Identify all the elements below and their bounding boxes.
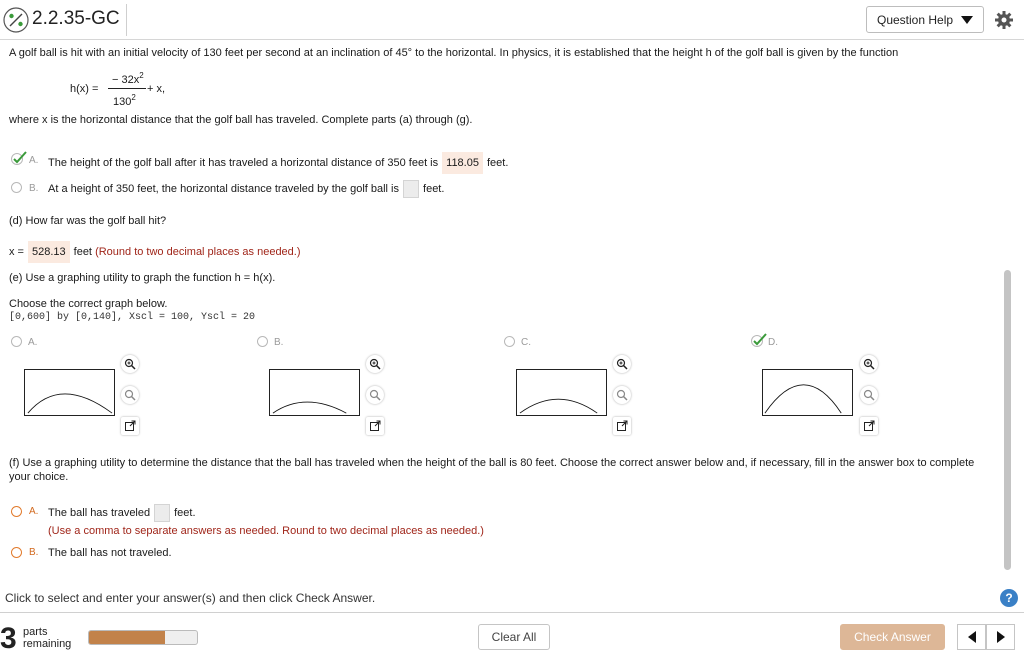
graph-a-letter: A. — [28, 337, 38, 348]
part-b-text: At a height of 350 feet, the horizontal distance traveled by the golf ball is — [48, 183, 400, 195]
fraction-bar — [108, 88, 146, 89]
graph-a — [24, 369, 115, 416]
part-f-option-a-text: The ball has traveled — [48, 507, 151, 519]
clear-all-button[interactable]: Clear All — [478, 624, 550, 650]
graph-a-radio[interactable] — [11, 336, 22, 347]
numerator-exponent: 2 — [139, 71, 144, 80]
graph-c — [516, 369, 607, 416]
part-f-question: (f) Use a graphing utility to determine the distance that the ball has traveled when the height of the ball is 80 feet. Choose the correct answer below and, if necessary, fill in the answer box to complete your choice. — [9, 457, 975, 483]
question-help-button[interactable] — [866, 6, 984, 33]
part-a-unit: feet. — [486, 157, 509, 169]
option-letter-b: B. — [29, 183, 39, 194]
zoom-in-icon[interactable] — [613, 355, 631, 373]
part-d-note: (Round to two decimal places as needed.) — [95, 246, 301, 258]
zoom-in-icon[interactable] — [860, 355, 878, 373]
popout-icon[interactable] — [366, 417, 384, 435]
graph-b-letter: B. — [274, 337, 284, 348]
graph-c-letter: C. — [521, 337, 531, 348]
chevron-left-icon — [968, 631, 976, 643]
formula-lhs: h(x) = — [70, 83, 99, 95]
zoom-out-icon[interactable] — [366, 386, 384, 404]
chevron-down-icon — [961, 16, 973, 24]
part-d-lhs: x = — [9, 246, 24, 258]
option-letter-a: A. — [29, 155, 39, 166]
progress-fill — [89, 631, 165, 644]
part-a-row — [48, 152, 508, 174]
percent-x-icon — [3, 7, 29, 33]
checkmark-icon — [11, 151, 27, 165]
graph-b-radio[interactable] — [257, 336, 268, 347]
chevron-right-icon — [997, 631, 1005, 643]
denominator-text: 130 — [113, 96, 132, 108]
prev-button[interactable] — [957, 624, 986, 650]
part-d-row — [9, 241, 301, 263]
part-a-text: The height of the golf ball after it has traveled a horizontal distance of 350 feet is — [48, 157, 439, 169]
header — [0, 0, 1024, 40]
part-d-unit: feet — [73, 246, 92, 258]
part-f-option-a-row — [48, 504, 196, 522]
remaining-label: remaining — [23, 638, 72, 650]
denominator-exponent: 2 — [131, 93, 136, 102]
page-title: 2.2.35-GC — [32, 8, 120, 29]
gear-icon[interactable] — [994, 10, 1014, 30]
problem-where: where x is the horizontal distance that the golf ball has traveled. Complete parts (a) through (g). — [9, 114, 473, 126]
graph-b — [269, 369, 360, 416]
parts-remaining-label — [23, 626, 71, 650]
divider — [126, 4, 127, 36]
part-b-answer-input[interactable] — [403, 180, 419, 198]
check-answer-button[interactable]: Check Answer — [840, 624, 945, 650]
part-d-answer: 528.13 — [28, 241, 70, 263]
zoom-in-icon[interactable] — [366, 355, 384, 373]
formula-denominator — [113, 93, 136, 108]
zoom-out-icon[interactable] — [860, 386, 878, 404]
formula-numerator — [112, 71, 144, 86]
help-icon[interactable]: ? — [1000, 589, 1018, 607]
instruction-text: Click to select and enter your answer(s) and then click Check Answer. — [5, 591, 376, 605]
part-f-letter-b: B. — [29, 547, 39, 558]
next-button[interactable] — [986, 624, 1015, 650]
footer — [0, 612, 1024, 664]
zoom-out-icon[interactable] — [613, 386, 631, 404]
popout-icon[interactable] — [860, 417, 878, 435]
zoom-out-icon[interactable] — [121, 386, 139, 404]
part-f-option-a-unit: feet. — [174, 507, 196, 519]
graph-d — [762, 369, 853, 416]
formula-tail: + x, — [147, 83, 166, 95]
popout-icon[interactable] — [613, 417, 631, 435]
option-b-radio[interactable] — [11, 182, 22, 193]
part-f-option-b-text: The ball has not traveled. — [48, 547, 172, 559]
numerator-text: − 32x — [112, 74, 140, 86]
part-d-question: (d) How far was the golf ball hit? — [9, 215, 167, 227]
part-e-prompt: Choose the correct graph below. — [9, 298, 168, 310]
part-b-row — [48, 180, 444, 198]
part-e-question: (e) Use a graphing utility to graph the function h = h(x). — [9, 272, 276, 284]
graph-d-letter: D. — [768, 337, 778, 348]
formula — [70, 70, 170, 110]
part-f-note: (Use a comma to separate answers as needed. Round to two decimal places as needed.) — [48, 525, 484, 537]
graph-window: [0,600] by [0,140], Xscl = 100, Yscl = 20 — [9, 312, 256, 323]
graph-c-radio[interactable] — [504, 336, 515, 347]
progress-bar — [88, 630, 198, 645]
part-f-option-a-radio[interactable] — [11, 506, 22, 517]
scrollbar[interactable] — [1004, 270, 1011, 570]
part-f-option-b-radio[interactable] — [11, 547, 22, 558]
problem-intro: A golf ball is hit with an initial velocity of 130 feet per second at an inclination of 45° to the horizontal. In physics, it is established that the height h of the golf ball is given by the function — [9, 47, 899, 59]
part-f-letter-a: A. — [29, 506, 39, 517]
zoom-in-icon[interactable] — [121, 355, 139, 373]
part-a-answer: 118.05 — [442, 152, 483, 174]
part-b-unit: feet. — [423, 183, 445, 195]
checkmark-icon[interactable] — [751, 333, 767, 347]
popout-icon[interactable] — [121, 417, 139, 435]
question-help-label: Question Help — [877, 12, 954, 27]
part-f-answer-input[interactable] — [154, 504, 170, 522]
parts-label: parts — [23, 626, 48, 638]
parts-count: 3 — [0, 622, 17, 655]
